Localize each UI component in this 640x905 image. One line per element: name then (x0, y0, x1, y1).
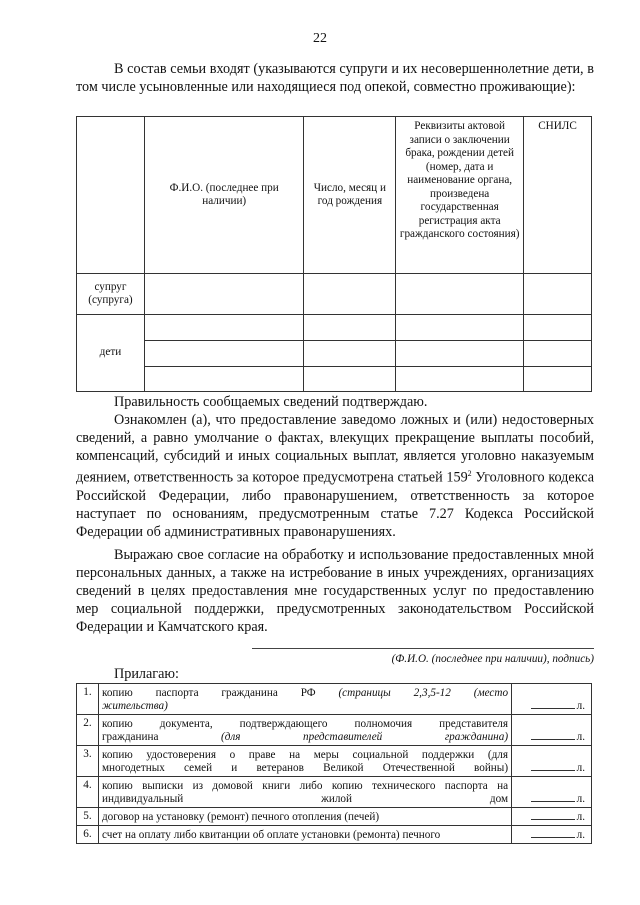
attachment-row (77, 826, 592, 844)
sheet-count-blank (531, 809, 575, 820)
table-cell (396, 274, 524, 315)
attachment-number: 2. (77, 715, 99, 746)
sheet-count-blank (531, 791, 575, 802)
page-number: 22 (313, 31, 327, 46)
attachment-text: копию документа, подтверждающего полномочия представителя (101, 718, 509, 730)
sheet-count-blank (531, 729, 575, 740)
attachment-row (77, 715, 592, 746)
confirm-statement: Правильность сообщаемых сведений подтверждаю. (114, 394, 428, 410)
attachment-text: копию паспорта гражданина РФ (101, 687, 339, 699)
table-cell (144, 341, 304, 367)
attachment-text-2: многодетных семей и ветеранов Великой Отечественной войны) (101, 762, 509, 774)
sheet-count-blank (531, 760, 575, 771)
attachment-number: 6. (77, 826, 99, 844)
attachment-description (98, 746, 511, 777)
attachment-sheets (512, 715, 592, 746)
table-cell (524, 315, 592, 341)
attachment-description (98, 777, 511, 808)
table-cell (304, 367, 396, 392)
signature-line (252, 648, 594, 649)
table-cell (304, 341, 396, 367)
table-cell (396, 341, 524, 367)
table-cell (524, 274, 592, 315)
attachment-row (77, 808, 592, 826)
attachment-description (98, 826, 511, 844)
consent-statement: Выражаю свое согласие на обработку и использование предоставленных мной персональных данных, а также на истребование в иных учреждениях, организациях сведений в целях предоставления мне государственных услуг по предоставлению мер социальной поддержки, предусмотренных законодательством Российской Федерации и Камчатского края. (76, 547, 594, 635)
table-cell (144, 274, 304, 315)
row-label-spouse: супруг (супруга) (77, 274, 145, 315)
footnote-marker: 2 (467, 469, 472, 478)
table-cell (396, 367, 524, 392)
attachment-text: счет на оплату либо квитанции об оплате установки (ремонта) печного (101, 829, 441, 841)
row-label-children: дети (77, 315, 145, 392)
attachment-note-2: (для представителей гражданина) (220, 731, 509, 743)
signature-caption: (Ф.И.О. (последнее при наличии), подпись) (391, 653, 594, 665)
table-cell (304, 315, 396, 341)
sheet-unit: л. (576, 829, 585, 841)
table-cell (304, 274, 396, 315)
table-cell (144, 315, 304, 341)
attachment-sheets (512, 808, 592, 826)
attachment-row (77, 746, 592, 777)
header-empty (77, 117, 145, 274)
attachment-text: копию выписки из домовой книги либо копию технического паспорта на (101, 780, 509, 792)
header-dob: Число, месяц и год рождения (304, 117, 396, 274)
sheet-count-blank (531, 698, 575, 709)
attachment-note: (страницы 2,3,5-12 (место (338, 687, 509, 699)
family-table (76, 116, 592, 392)
attachments-table (76, 683, 592, 844)
attachment-number: 3. (77, 746, 99, 777)
sheet-unit: л. (576, 700, 585, 712)
attachment-sheets (512, 684, 592, 715)
attachment-description (98, 684, 511, 715)
attachment-note-2: жительства) (101, 700, 168, 712)
attachment-number: 4. (77, 777, 99, 808)
table-cell (524, 341, 592, 367)
attachment-row (77, 777, 592, 808)
header-snils: СНИЛС (524, 117, 592, 274)
awareness-text-1: Ознакомлен (а), что предоставление заведомо ложных и (или) недостоверных сведений, а равно умолчание о фактах, влекущих прекращение выплаты пособий, компенсаций, субсидий и иных социальных выплат, является уголовно наказуемым деянием, ответственность за которое предусмотрена статьей 159 (76, 412, 594, 486)
attachment-description (98, 715, 511, 746)
family-intro: В состав семьи входят (указываются супруги и их несовершеннолетние дети, в том числе усыновленные или находящиеся под опекой, совместно проживающие): (76, 61, 594, 95)
sheet-count-blank (531, 827, 575, 838)
table-cell (144, 367, 304, 392)
attachment-sheets (512, 746, 592, 777)
attachment-sheets (512, 777, 592, 808)
attachment-description (98, 808, 511, 826)
attachment-text-2: индивидуальный жилой дом (101, 793, 509, 805)
attachment-text: договор на установку (ремонт) печного отопления (печей) (101, 811, 380, 823)
awareness-text-2: Уголовного кодекса Российской Федерации, либо правонарушением, ответственность за которое наступает по основаниям, предусмотренным статье 7.27 Кодекса Российской Федерации об административных правонарушениях. (76, 469, 594, 540)
attachment-number: 5. (77, 808, 99, 826)
attachment-sheets (512, 826, 592, 844)
sheet-unit: л. (576, 811, 585, 823)
table-cell (524, 367, 592, 392)
sheet-unit: л. (576, 731, 585, 743)
attachment-text: копию удостоверения о праве на меры социальной поддержки (для (101, 749, 509, 761)
attachment-row (77, 684, 592, 715)
attachment-text-2: гражданина (101, 731, 221, 743)
attachments-title: Прилагаю: (114, 666, 179, 682)
header-requisites: Реквизиты актовой записи о заключении брака, рождении детей (номер, дата и наименование органа, произведена государственная регистрация акта гражданского состояния) (396, 117, 524, 274)
table-cell (396, 315, 524, 341)
awareness-statement (76, 411, 594, 541)
attachment-number: 1. (77, 684, 99, 715)
sheet-unit: л. (576, 793, 585, 805)
header-fio: Ф.И.О. (последнее при наличии) (144, 117, 304, 274)
sheet-unit: л. (576, 762, 585, 774)
